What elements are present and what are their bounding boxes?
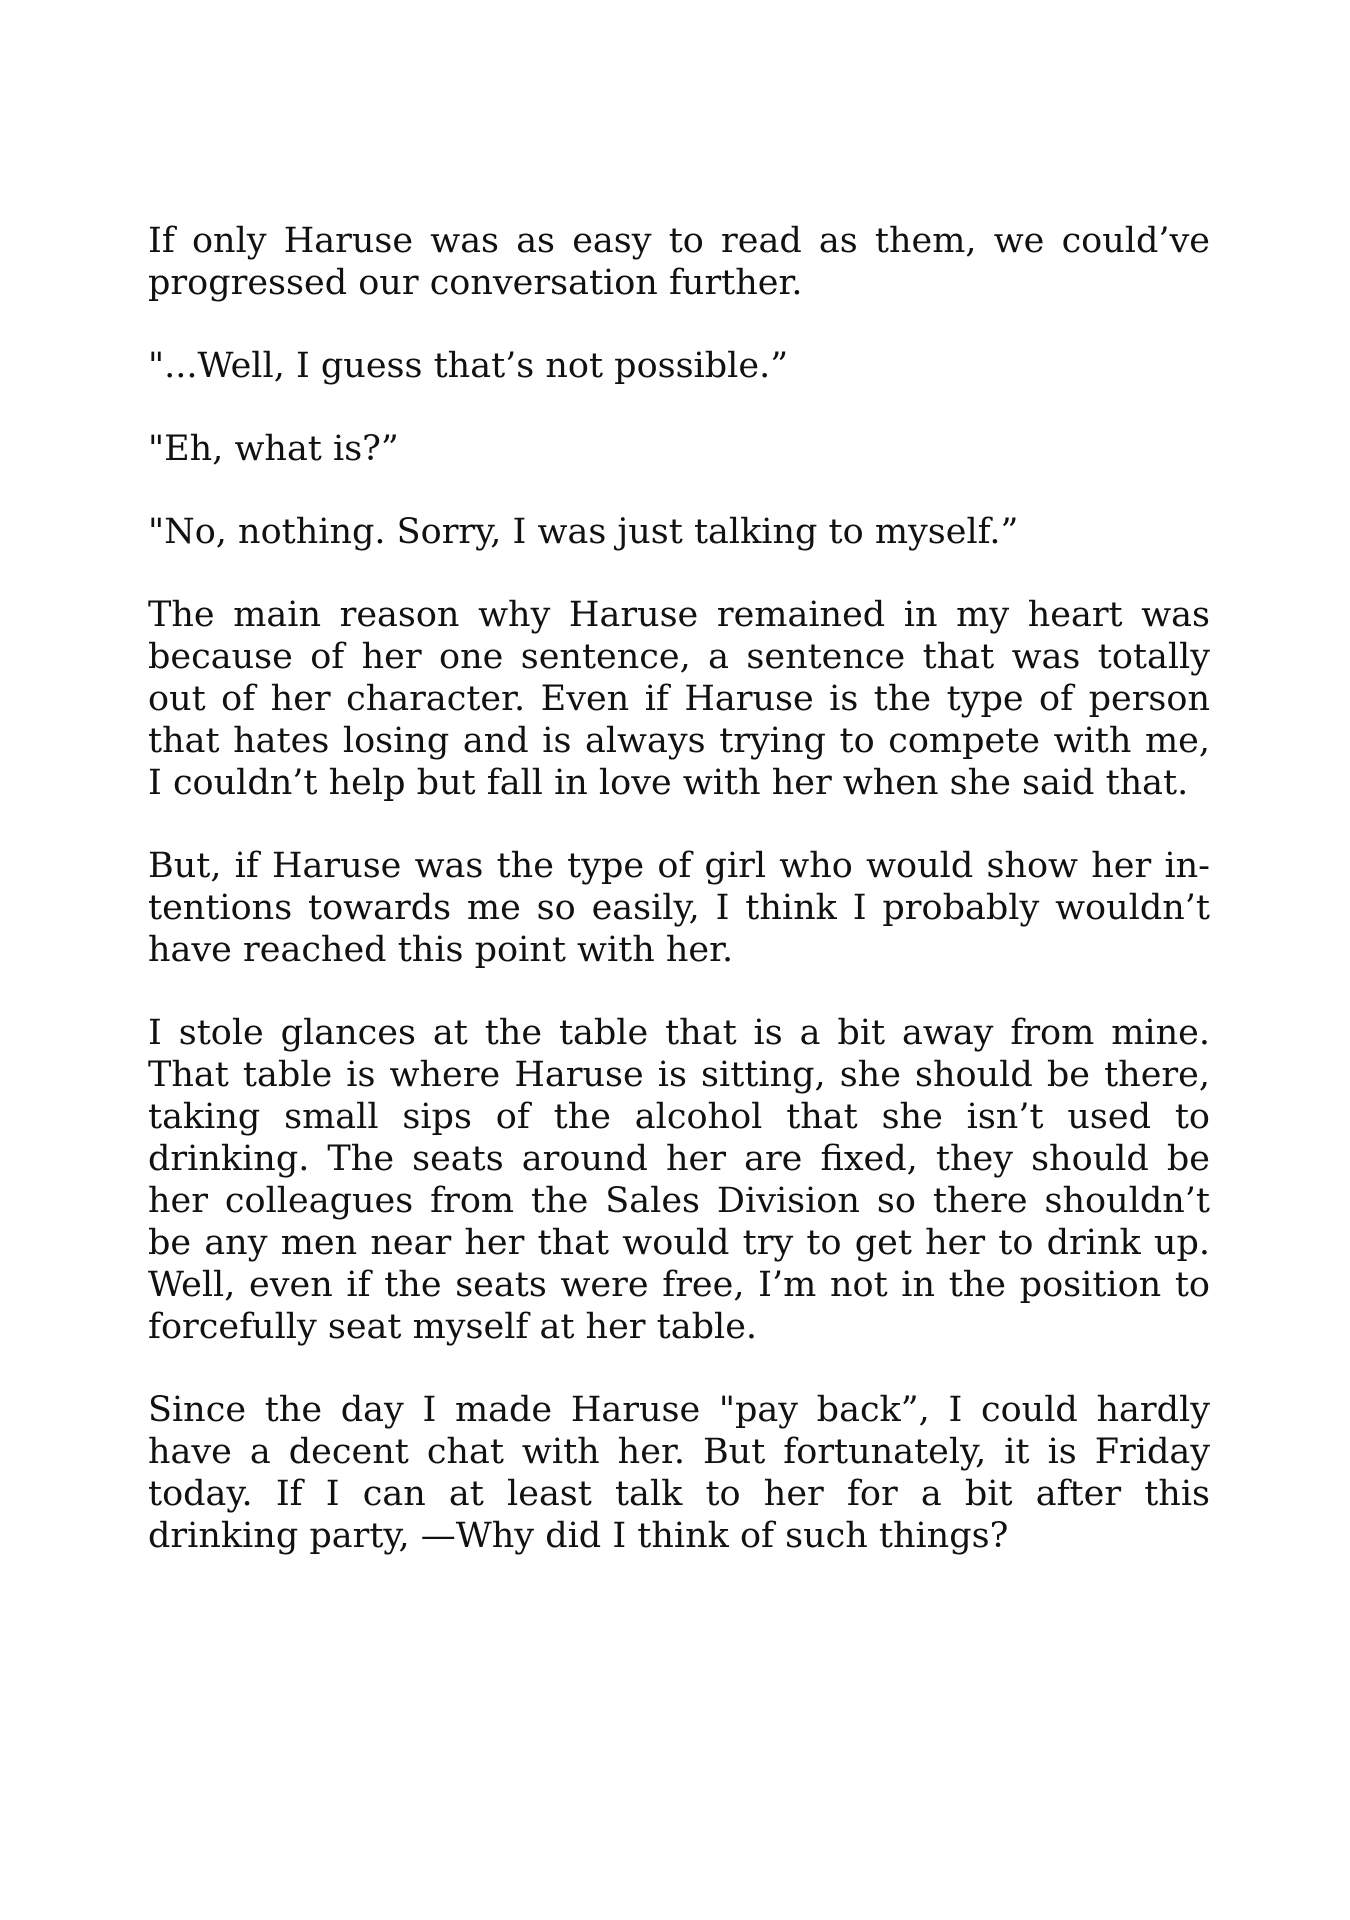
paragraph-8: Since the day I made Haruse "pay back”, I could hardly have a decent chat with her. But fortunately, it is Friday today. If I can at least talk to her for a bit after this drinking party, —Why did I think of such things? bbox=[148, 1390, 1210, 1556]
paragraph-1: If only Haruse was as easy to read as them, we could’ve progressed our conversation further. bbox=[148, 221, 1210, 303]
body-text bbox=[148, 220, 1210, 1598]
paragraph-2-dialogue: "...Well, I guess that’s not possible.” bbox=[148, 346, 789, 386]
paragraph-3-dialogue: "Eh, what is?” bbox=[148, 429, 399, 469]
paragraph-5: The main reason why Haruse remained in my heart was because of her one sentence, a sentence that was totally out of her character. Even if Haruse is the type of person that hates losing and is always trying to compete with me, I couldn’t help but fall in love with her when she said that. bbox=[148, 595, 1210, 803]
paragraph-6: But, if Haruse was the type of girl who would show her in-tentions towards me so easily, I think I probably wouldn’t have reached this point with her. bbox=[148, 846, 1210, 970]
paragraph-7: I stole glances at the table that is a bit away from mine. That table is where Haruse is sitting, she should be there, taking small sips of the alcohol that she isn’t used to drinking. The seats around her are fixed, they should be her colleagues from the Sales Division so there shouldn’t be any men near her that would try to get her to drink up. Well, even if the seats were free, I’m not in the position to forcefully seat myself at her table. bbox=[148, 1013, 1210, 1347]
paragraph-4-dialogue: "No, nothing. Sorry, I was just talking to myself.” bbox=[148, 512, 1019, 552]
